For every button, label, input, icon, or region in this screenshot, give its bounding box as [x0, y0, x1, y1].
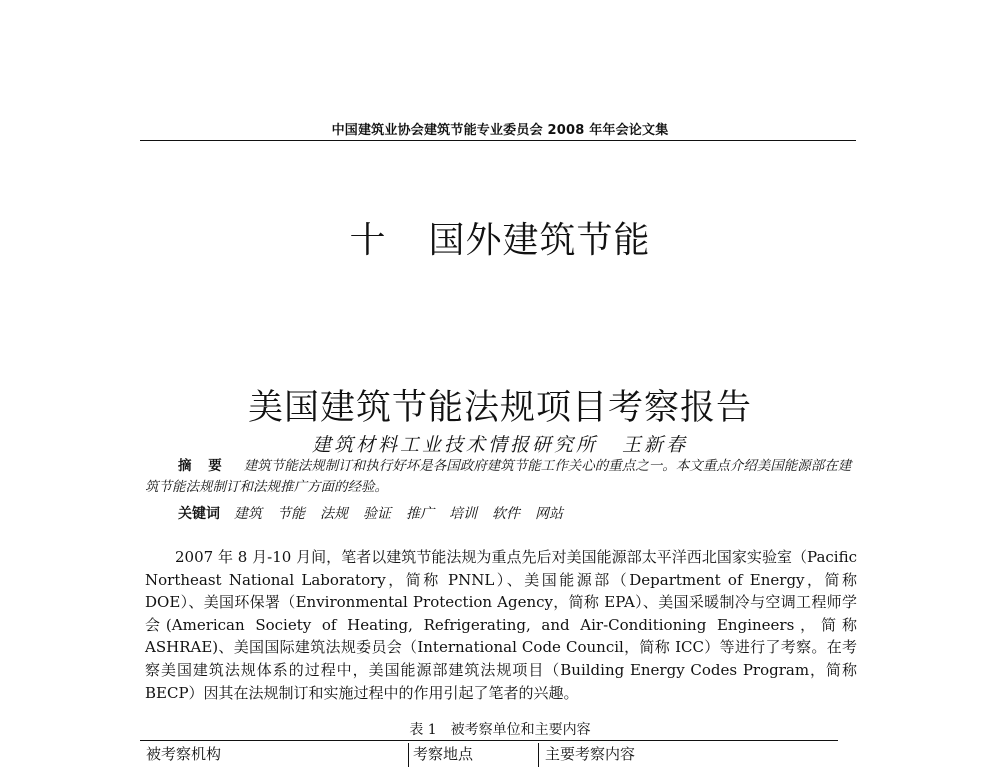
table-header-cell: 考察地点 [408, 743, 473, 767]
author-name: 王新春 [622, 434, 689, 456]
table-header-cell: 被考察机构 [146, 745, 222, 763]
author-line [0, 430, 1000, 457]
keywords-label: 关键词 [178, 506, 220, 522]
paper-title: 美国建筑节能法规项目考察报告 [247, 388, 752, 428]
chapter-number: 十 [349, 220, 387, 261]
keywords [178, 504, 858, 524]
chapter-name: 国外建筑节能 [428, 220, 651, 261]
table-header-cell: 主要考察内容 [538, 743, 635, 767]
keyword: 培训 [449, 506, 477, 522]
keyword: 建筑 [234, 506, 262, 522]
table-header-row [140, 741, 838, 765]
abstract-label: 摘 要 [178, 458, 228, 474]
keyword: 验证 [363, 506, 391, 522]
chapter-title [0, 212, 1000, 263]
keyword: 软件 [492, 506, 520, 522]
keyword: 网站 [535, 506, 563, 522]
affiliation: 建筑材料工业技术情报研究所 [311, 434, 598, 456]
keyword: 节能 [277, 506, 305, 522]
running-header: 中国建筑业协会建筑节能专业委员会 2008 年年会论文集 [331, 123, 669, 138]
keyword: 推广 [406, 506, 434, 522]
abstract [145, 456, 857, 498]
header-rule [140, 140, 856, 141]
abstract-text: 建筑节能法规制订和执行好坏是各国政府建筑节能工作关心的重点之一。本文重点介绍美国能源部在建筑节能法规制订和法规推广方面的经验。 [145, 458, 852, 495]
table-caption: 表 1 被考察单位和主要内容 [409, 722, 591, 738]
keyword: 法规 [320, 506, 348, 522]
body-paragraph [145, 546, 857, 704]
body-paragraph-text: 2007 年 8 月-10 月间，笔者以建筑节能法规为重点先后对美国能源部太平洋西北国家实验室（Pacific Northeast National Laboratory，简称 PNNL）、美国能源部（Department of Energy，简称 DOE）、美国环保署（Environmental Protection Agency，简称 EPA）、美国采暖制冷与空调工程师学会(American Society of Heating, Refrigerating, and Air-Conditioning Engineers，简称 ASHRAE)、美国国际建筑法规委员会（International Code Council，简称 ICC）等进行了考察。在考察美国建筑法规体系的过程中，美国能源部建筑法规项目（Building Energy Codes Program，简称 BECP）因其在法规制订和实施过程中的作用引起了笔者的兴趣。 [145, 548, 857, 702]
